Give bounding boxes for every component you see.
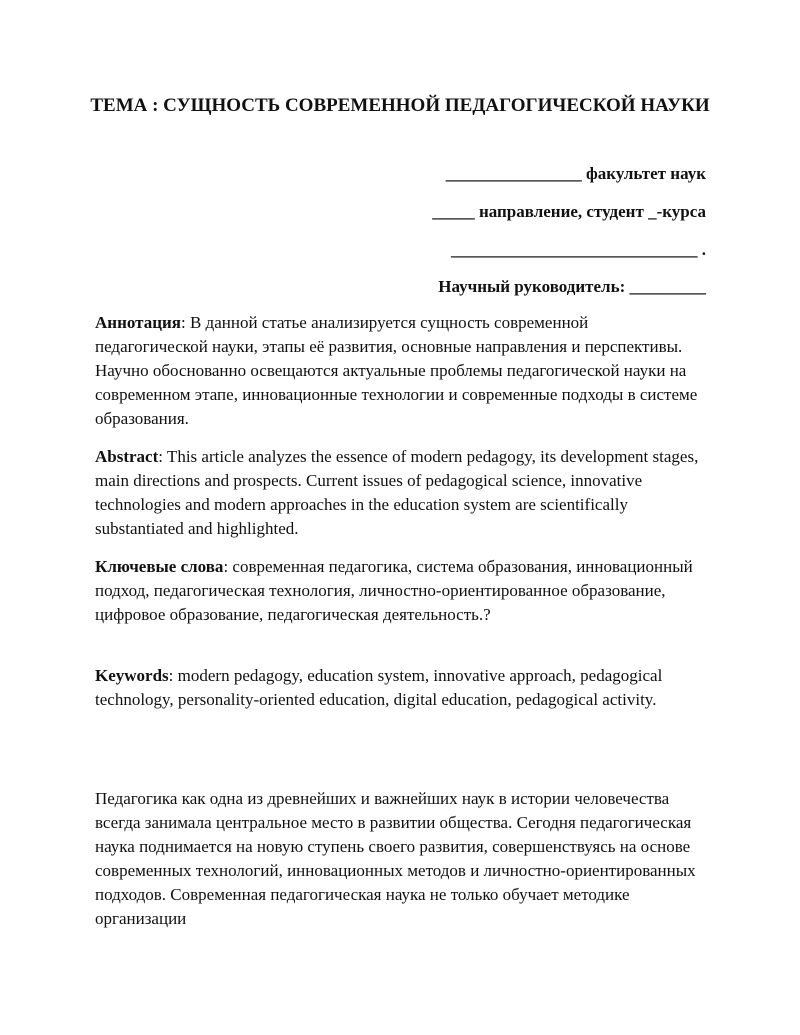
faculty-line: ________________ факультет наук <box>445 164 706 183</box>
supervisor-line: Научный руководитель: _________ <box>438 277 706 296</box>
direction-line: _____ направление, студент _-курса <box>432 202 706 221</box>
student-name-line: _____________________________ . <box>451 240 706 259</box>
keywords-ru-paragraph <box>95 555 705 627</box>
body-paragraph: Педагогика как одна из древнейших и важнейших наук в истории человечества всегда занимала центральное место в развитии общества. Сегодня педагогическая наука поднимается на новую ступень своего развития, совершенствуясь на основе современных технологий, инновационных методов и личностно-ориентированных подходов. Современная педагогическая наука не только обучает методике организации <box>95 789 696 928</box>
abstract-label: Abstract <box>95 447 159 466</box>
keywords-en-text: : modern pedagogy, education system, innovative approach, pedagogical technology, personality-oriented education, digital education, pedagogical activity. <box>95 666 663 709</box>
abstract-text: : This article analyzes the essence of modern pedagogy, its development stages, main directions and prospects. Current issues of pedagogical science, innovative technologies and modern approaches in the education system are scientifically substantiated and highlighted. <box>95 447 699 538</box>
keywords-en-paragraph <box>95 664 705 712</box>
annotation-text: : В данной статье анализируется сущность современной педагогической науки, этапы её развития, основные направления и перспективы. Научно обоснованно освещаются актуальные проблемы педагогической науки на современном этапе, инновационные технологии и современные подходы в системе образования. <box>95 313 698 428</box>
annotation-label: Аннотация <box>95 313 181 332</box>
abstract-paragraph <box>95 445 705 541</box>
keywords-ru-label: Ключевые слова <box>95 557 224 576</box>
keywords-en-label: Keywords <box>95 666 169 685</box>
article-title: ТЕМА : СУЩНОСТЬ СОВРЕМЕННОЙ ПЕДАГОГИЧЕСКОЙ НАУКИ <box>90 95 710 116</box>
annotation-paragraph <box>95 311 705 431</box>
keywords-ru-text: : современная педагогика, система образования, инновационный подход, педагогическая технология, личностно-ориентированное образование, цифровое образование, педагогическая деятельность.? <box>95 557 693 624</box>
